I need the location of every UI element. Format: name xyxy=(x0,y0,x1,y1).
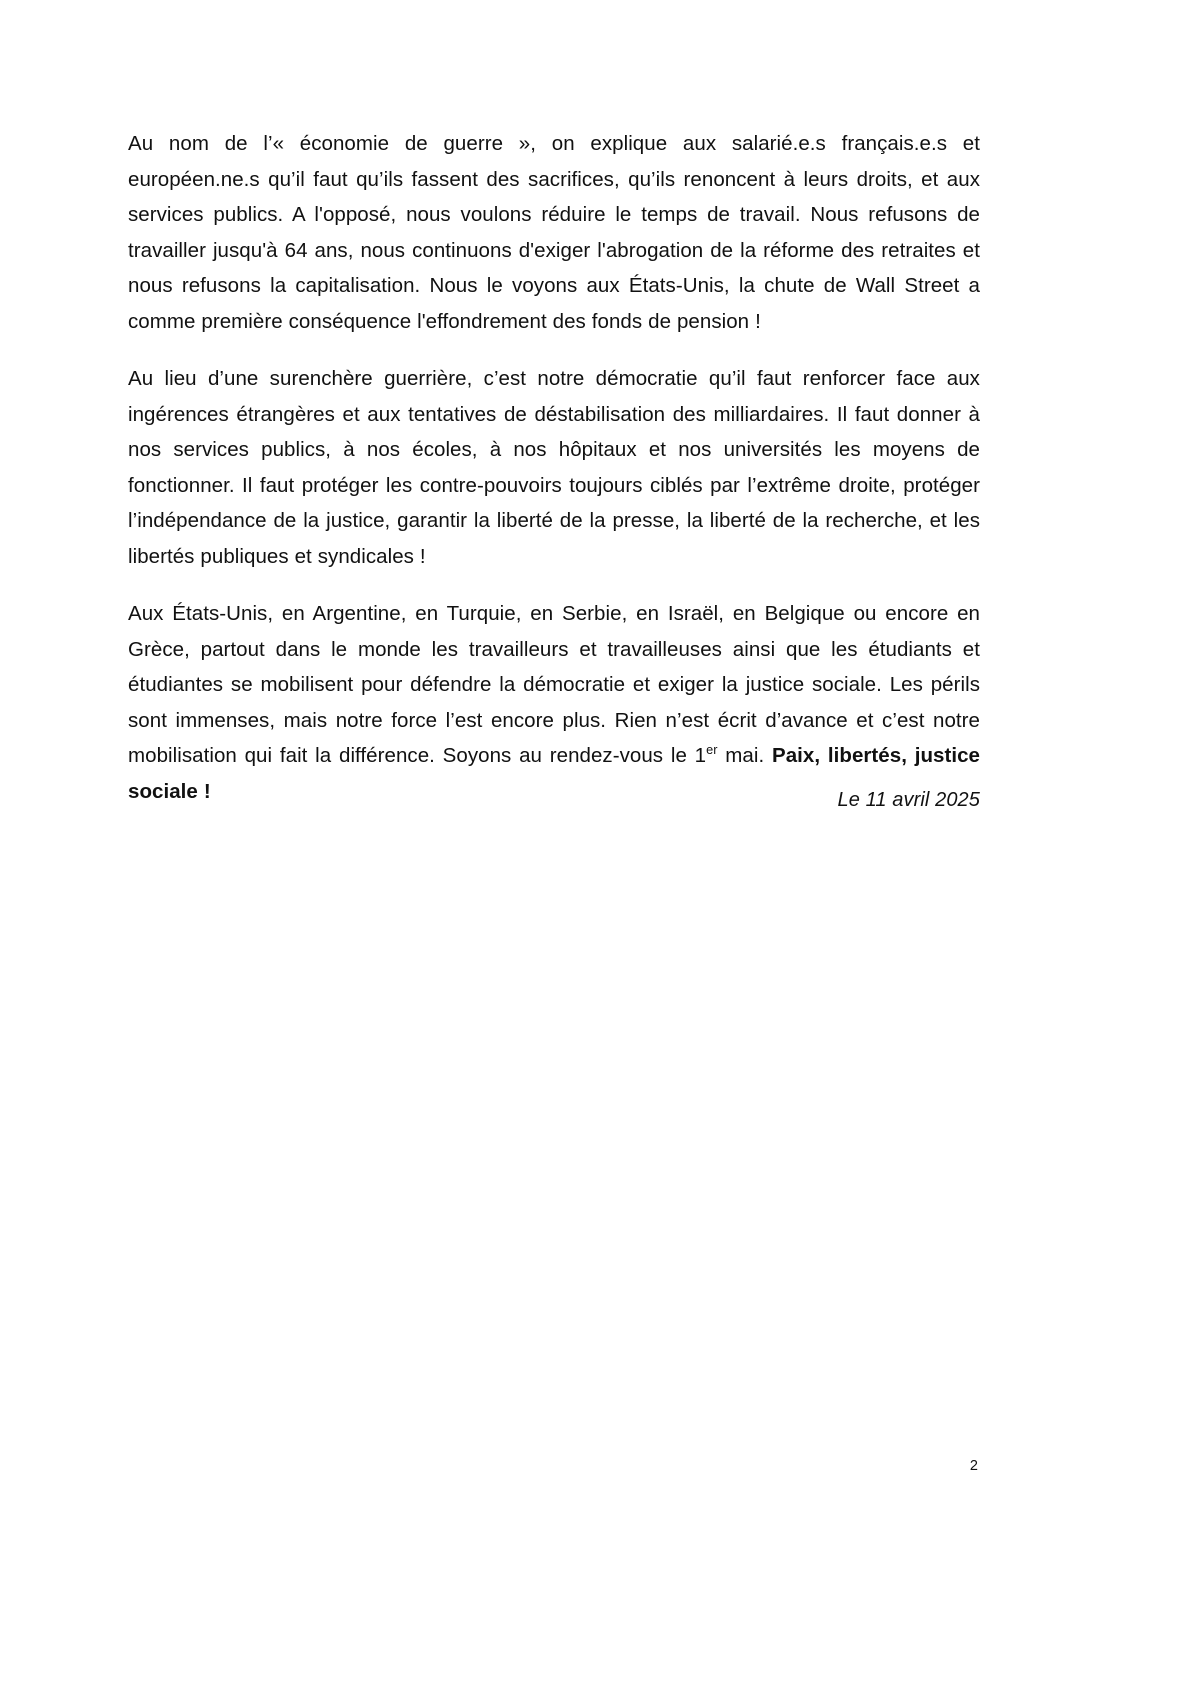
slogan-bold-text: Paix, libertés, justice sociale ! xyxy=(128,744,980,803)
ordinal-suffix: er xyxy=(706,742,718,758)
paragraph-3-lead-text: Aux États-Unis, en Argentine, en Turquie, en Serbie, en Israël, en Belgique ou encore en Grèce, partout dans le monde les travailleurs et travailleuses ainsi que les étudiants et étudiantes se mobilisent pour défendre la démocratie et exiger la justice sociale. Les périls sont immenses, mais notre force l’est encore plus. Rien n’est écrit d’avance et c’est notre mobilisation qui fait la différence. Soyons au rendez-vous le 1 xyxy=(128,602,980,767)
document-date: Le 11 avril 2025 xyxy=(837,789,980,811)
paragraph-2: Au lieu d’une surenchère guerrière, c’est notre démocratie qu’il faut renforcer face aux ingérences étrangères et aux tentatives de déstabilisation des milliardaires. Il faut donner à nos services publics, à nos écoles, à nos hôpitaux et nos universités les moyens de fonctionner. Il faut protéger les contre-pouvoirs toujours ciblés par l’extrême droite, protéger l’indépendance de la justice, garantir la liberté de la presse, la liberté de la recherche, et les libertés publiques et syndicales ! xyxy=(128,367,980,568)
paragraph-3-mid-text: mai. xyxy=(717,744,772,767)
page-number: 2 xyxy=(969,1458,978,1474)
paragraph-1: Au nom de l’« économie de guerre », on explique aux salarié.e.s français.e.s et européen.ne.s qu’il faut qu’ils fassent des sacrifices, qu’ils renoncent à leurs droits, et aux services publics. A l'opposé, nous voulons réduire le temps de travail. Nous refusons de travailler jusqu'à 64 ans, nous continuons d'exiger l'abrogation de la réforme des retraites et nous refusons la capitalisation. Nous le voyons aux États-Unis, la chute de Wall Street a comme première conséquence l'effondrement des fonds de pension ! xyxy=(128,132,980,333)
paragraph-3 xyxy=(128,596,980,809)
document-body xyxy=(128,126,980,809)
